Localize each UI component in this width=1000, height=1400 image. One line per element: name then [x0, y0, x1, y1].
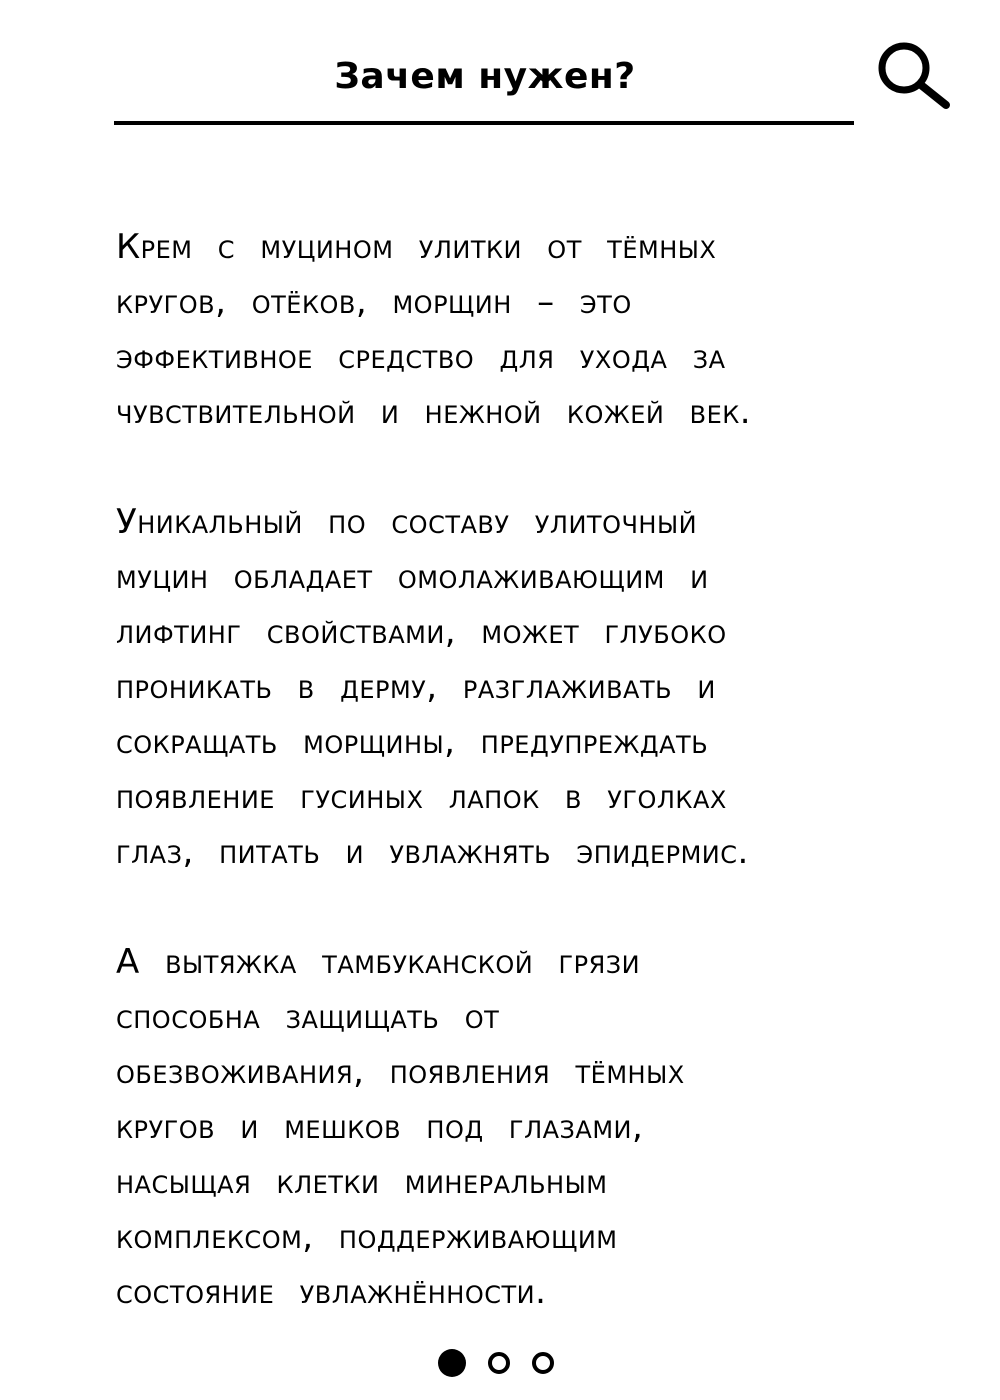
paragraph-mucin: Уникальный по составу улиточный муцин обладает омолаживающим и лифтинг свойствами, может глубоко проникать в дерму, разглаживать и сокращать морщины, предупреждать появление гусиных лапок в уголках глаз, питать и увлажнять эпидермис. [116, 502, 749, 872]
page-dot-1[interactable] [438, 1349, 466, 1377]
paragraph-intro: Крем с муцином улитки от тёмных кругов, отёков, морщин – это эффективное средство для ухода за чувствительной и нежной кожей век. [116, 227, 752, 432]
search-icon [874, 38, 956, 112]
page-dot-2[interactable] [488, 1352, 510, 1374]
main-content [116, 220, 876, 1320]
title-underline [114, 121, 854, 125]
pagination-dots [438, 1348, 578, 1378]
search-button[interactable] [874, 38, 956, 112]
page-dot-3[interactable] [532, 1352, 554, 1374]
paragraph-mud-extract: А вытяжка тамбуканской грязи способна защищать от обезвоживания, появления тёмных кругов и мешков под глазами, насыщая клетки минеральным комплексом, поддерживающим состояние увлажнённости. [116, 942, 685, 1312]
header [0, 0, 1000, 140]
page-title: Зачем нужен? [334, 56, 636, 97]
